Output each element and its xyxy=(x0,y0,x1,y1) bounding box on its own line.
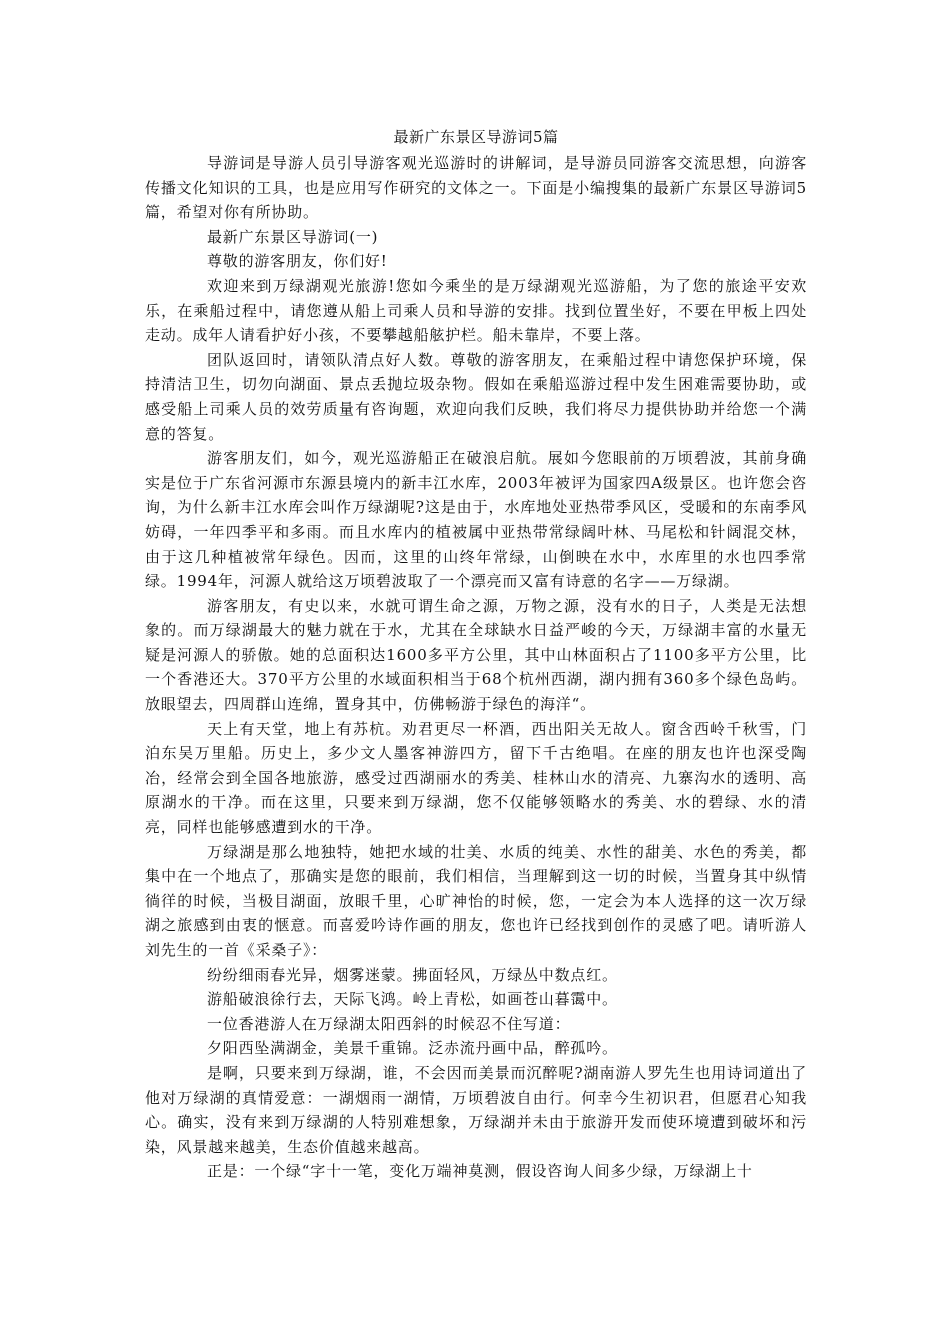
paragraph-unique: 万绿湖是那么地独特，她把水域的壮美、水质的纯美、水性的甜美、水色的秀美，都集中在一个地点了，那确实是您的眼前，我们相信，当理解到这一切的时候，当置身其中纵情徜徉的时候，当极目湖面，放眼千里，心旷神怡的时候，您，一定会为本人选择的这一次万绿湖之旅感到由衷的惬意。而喜爱吟诗作画的朋友，您也许已经找到创作的灵感了吧。请听游人刘先生的一首《采桑子》： xyxy=(145,842,807,959)
paragraph-hk-visitor: 一位香港游人在万绿湖太阳西斜的时候忍不住写道： xyxy=(207,1014,571,1033)
paragraph-water: 游客朋友，有史以来，水就可谓生命之源，万物之源，没有水的日子，人类是无法想象的。而万绿湖最大的魅力就在于水，尤其在全球缺水日益严峻的今天，万绿湖丰富的水量无疑是河源人的骄傲。她的总面积达1600多平方公里，其中山林面积占了1100多平方公里，比一个香港还大。370平方公里的水域面积相当于68个杭州西湖，湖内拥有360多个绿色岛屿。放眼望去，四周群山连绵，置身其中，仿佛畅游于绿色的海洋“。 xyxy=(145,596,807,714)
document-page xyxy=(145,127,807,1184)
paragraph-origin: 游客朋友们，如今，观光巡游船正在破浪启航。展如今您眼前的万顷碧波，其前身确实是位于广东省河源市东源县境内的新丰江水库，2003年被评为国家四A级景区。也许您会咨询，为什么新丰江水库会叫作万绿湖呢?这是由于，水库地处亚热带季风区，受暖和的东南季风妨碍，一年四季平和多雨。而且水库内的植被属中亚热带常绿阔叶林、马尾松和针阔混交林，由于这几种植被常年绿色。因而，这里的山终年常绿，山倒映在水中，水库里的水也四季常绿。1994年，河源人就给这万顷碧波取了一个漂亮而又富有诗意的名字——万绿湖。 xyxy=(145,449,807,591)
paragraph-intro: 导游词是导游人员引导游客观光巡游时的讲解词，是导游员同游客交流思想，向游客传播文化知识的工具，也是应用写作研究的文体之一。下面是小编搜集的最新广东景区导游词5篇，希望对你有所协助。 xyxy=(145,154,807,222)
poem-line-3: 夕阳西坠满湖金，美景千重锦。泛赤流丹画中品，醉孤吟。 xyxy=(207,1039,618,1058)
paragraph-greeting: 尊敬的游客朋友，你们好! xyxy=(207,252,388,271)
section-heading: 最新广东景区导游词(一) xyxy=(207,227,379,246)
poem-line-1: 纷纷细雨春光异，烟雾迷蒙。拂面轻风，万绿丛中数点红。 xyxy=(207,965,618,984)
paragraph-welcome: 欢迎来到万绿湖观光旅游!您如今乘坐的是万绿湖观光巡游船，为了您的旅途平安欢乐，在乘船过程中，请您遵从船上司乘人员和导游的安排。找到位置坐好，不要在甲板上四处走动。成年人请看护好小孩，不要攀越船舷护栏。船未靠岸，不要上落。 xyxy=(145,276,807,345)
paragraph-green-word: 正是：一个绿“字十一笔，变化万端神莫测，假设咨询人间多少绿，万绿湖上十 xyxy=(207,1162,753,1181)
poem-line-2: 游船破浪徐行去，天际飞鸿。岭上青松，如画苍山暮霭中。 xyxy=(207,990,618,1009)
paragraph-heaven: 天上有天堂，地上有苏杭。劝君更尽一杯酒，西出阳关无故人。窗含西岭千秋雪，门泊东吴万里船。历史上，多少文人墨客神游四方，留下千古绝唱。在座的朋友也许也深受陶冶，经常会到全国各地旅游，感受过西湖丽水的秀美、桂林山水的清亮、九寨沟水的透明、高原湖水的干净。而在这里，只要来到万绿湖，您不仅能够领略水的秀美、水的碧绿、水的清亮，同样也能够感遭到水的干净。 xyxy=(145,719,807,837)
document-title: 最新广东景区导游词5篇 xyxy=(393,128,559,146)
paragraph-indeed: 是啊，只要来到万绿湖，谁，不会因而美景而沉醉呢?湖南游人罗先生也用诗词道出了他对万绿湖的真情爱意：一湖烟雨一湖情，万顷碧波自由行。何幸今生初识君，但愿君心知我心。确实，没有来到万绿湖的人特别难想象，万绿湖并未由于旅游开发而使环境遭到破坏和污染，风景越来越美，生态价值越来越高。 xyxy=(145,1063,807,1156)
paragraph-team-return: 团队返回时，请领队清点好人数。尊敬的游客朋友，在乘船过程中请您保护环境，保持清洁卫生，切勿向湖面、景点丢抛垃圾杂物。假如在乘船巡游过程中发生困难需要协助，或感受船上司乘人员的效劳质量有咨询题，欢迎向我们反映，我们将尽力提供协助并给您一个满意的答复。 xyxy=(145,350,807,443)
